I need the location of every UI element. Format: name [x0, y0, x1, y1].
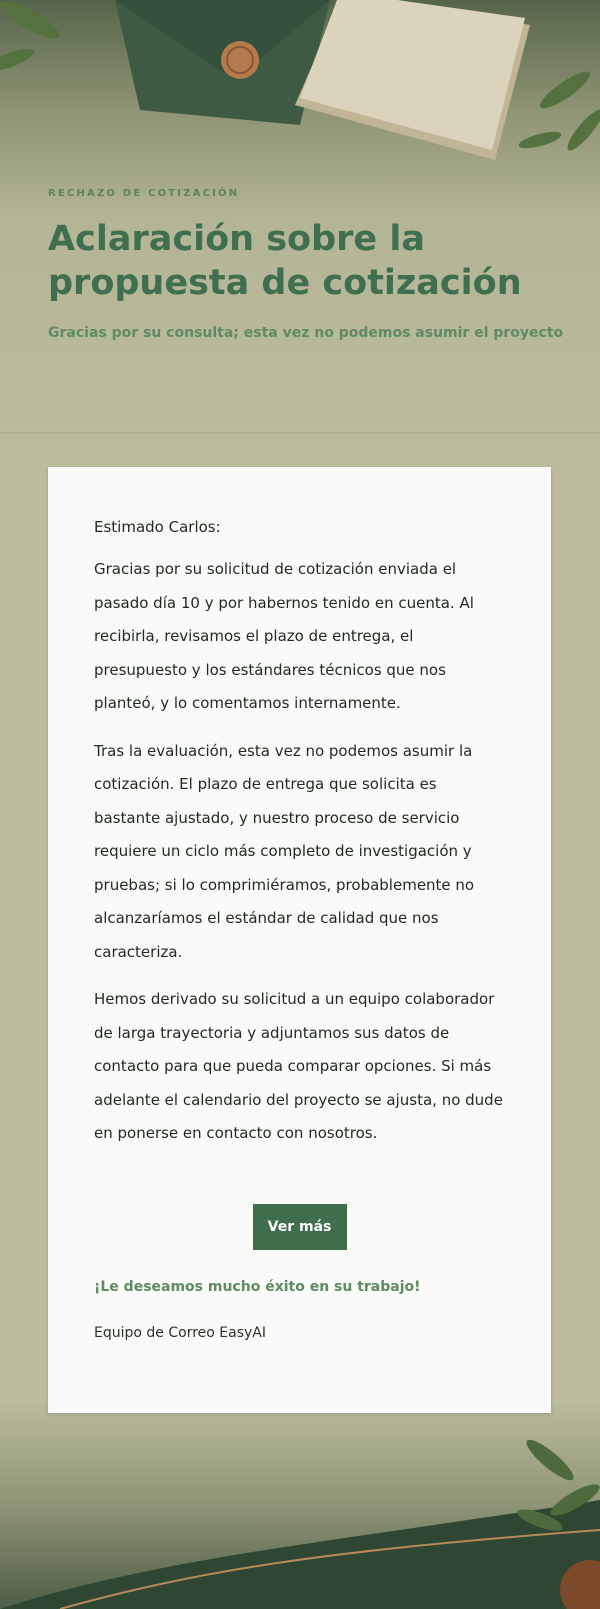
letter-paragraph: Gracias por su solicitud de cotización enviada el pasado día 10 y por habernos tenido en cuenta. Al recibirla, revisamos el plazo de entrega, el presupuesto y los estándares técnicos que nos planteó, y lo comentamos internamente.	[94, 560, 474, 712]
closing-line: ¡Le deseamos mucho éxito en su trabajo!	[94, 1279, 421, 1295]
letter-body	[94, 515, 504, 1165]
page-subtitle: Gracias por su consulta; esta vez no podemos asumir el proyecto	[48, 325, 564, 341]
ver-mas-button[interactable]: Ver más	[253, 1204, 347, 1250]
letter-card	[48, 467, 551, 1413]
footer-illustration	[0, 1400, 600, 1609]
hero-text	[48, 188, 568, 341]
cta-wrapper	[48, 1204, 551, 1250]
eyebrow-label: RECHAZO DE COTIZACIÓN	[48, 188, 240, 199]
letter-paragraph: Tras la evaluación, esta vez no podemos asumir la cotización. El plazo de entrega que solicita es bastante ajustado, y nuestro proceso de servicio requiere un ciclo más completo de investigación y pruebas; si lo comprimiéramos, probablemente no alcanzaríamos el estándar de calidad que nos caracteriza.	[94, 741, 475, 961]
envelope-icon	[115, 0, 330, 125]
signature: Equipo de Correo EasyAI	[94, 1325, 266, 1341]
letter-paragraph: Hemos derivado su solicitud a un equipo colaborador de larga trayectoria y adjuntamos sus datos de contacto para que pueda comparar opciones. Si más adelante el calendario del proyecto se ajusta, no dude en ponerse en contacto con nosotros.	[94, 990, 503, 1142]
greeting: Estimado Carlos:	[94, 518, 221, 536]
page-title: Aclaración sobre la propuesta de cotización	[48, 219, 522, 303]
